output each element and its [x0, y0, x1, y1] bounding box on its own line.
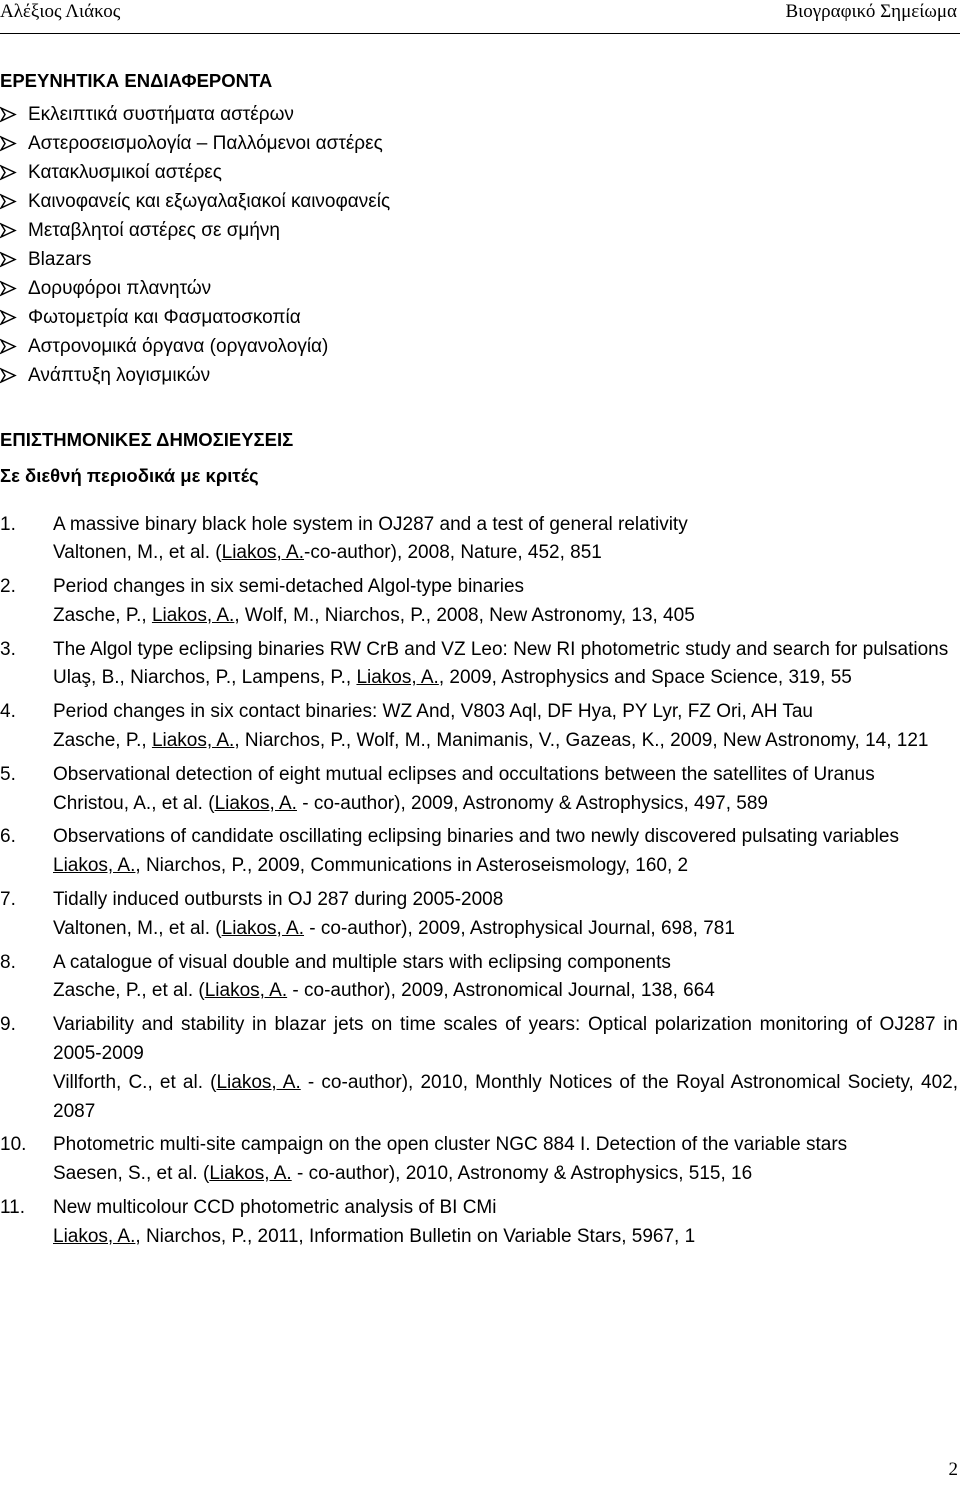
publication-authors	[53, 1069, 958, 1127]
publication-authors	[53, 664, 958, 693]
arrow-bullet-icon	[0, 280, 17, 297]
publication-number: 1.	[0, 513, 16, 535]
citation-text: Villforth, C., et al. (	[53, 1071, 217, 1093]
interest-label: Αστρονομικά όργανα (οργανολογία)	[28, 336, 329, 357]
citation-text: , Niarchos, P., Wolf, M., Manimanis, V., Gazeas, K., 2009, New Astronomy, 14, 121	[234, 730, 929, 752]
arrow-bullet-icon	[0, 135, 17, 152]
publication-authors	[53, 852, 958, 881]
publication-authors	[53, 602, 958, 631]
citation-text: , Niarchos, P., 2011, Information Bulletin on Variable Stars, 5967, 1	[135, 1225, 696, 1247]
citation-text: Valtonen, M., et al. (	[53, 542, 222, 564]
page-number: 2	[948, 1459, 958, 1480]
arrow-bullet-icon	[0, 367, 17, 384]
interest-item	[0, 158, 958, 187]
publication-item	[0, 1131, 958, 1189]
citation-text: Zasche, P., et al. (	[53, 980, 205, 1002]
interest-label: Αστεροσεισμολογία – Παλλόμενοι αστέρες	[28, 133, 383, 154]
citation-text: - co-author), 2009, Astrophysical Journal, 698, 781	[304, 917, 735, 939]
citation-text: Zasche, P.,	[53, 730, 152, 752]
publication-authors	[53, 915, 958, 944]
arrow-bullet-icon	[0, 193, 17, 210]
publication-number: 3.	[0, 638, 16, 660]
interest-label: Καινοφανείς και εξωγαλαξιακοί καινοφανείς	[28, 191, 391, 212]
publication-number: 10.	[0, 1134, 27, 1156]
citation-text: - co-author), 2009, Astronomical Journal, 138, 664	[287, 980, 715, 1002]
highlighted-author: Liakos, A.	[204, 980, 288, 1002]
interest-item	[0, 129, 958, 158]
interest-label: Δορυφόροι πλανητών	[28, 278, 212, 299]
publication-item	[0, 636, 958, 694]
interest-item	[0, 361, 958, 390]
interest-item	[0, 332, 958, 361]
highlighted-author: Liakos, A.	[151, 730, 235, 752]
arrow-bullet-icon	[0, 164, 17, 181]
publication-item	[0, 823, 958, 881]
publication-item	[0, 949, 958, 1007]
publication-number: 5.	[0, 763, 16, 785]
highlighted-author: Liakos, A.	[53, 855, 136, 877]
publication-title: Observations of candidate oscillating eclipsing binaries and two newly discovered pulsating variables	[53, 826, 899, 848]
citation-text: Saesen, S., et al. (	[53, 1163, 210, 1185]
highlighted-author: Liakos, A.	[151, 604, 235, 626]
arrow-bullet-icon	[0, 222, 17, 239]
publication-title: A catalogue of visual double and multiple stars with eclipsing components	[53, 951, 671, 973]
publication-authors	[53, 790, 958, 819]
publication-title: Period changes in six semi-detached Algol-type binaries	[53, 576, 525, 598]
publication-title: Tidally induced outbursts in OJ 287 during 2005-2008	[53, 889, 504, 911]
citation-text: Valtonen, M., et al. (	[53, 917, 222, 939]
arrow-bullet-icon	[0, 106, 17, 123]
interest-item	[0, 303, 958, 332]
header-divider	[0, 33, 960, 34]
publication-title: Period changes in six contact binaries: WZ And, V803 Aql, DF Hya, PY Lyr, FZ Ori, AH Tau	[53, 701, 813, 723]
publication-number: 7.	[0, 889, 16, 911]
publication-number: 9.	[0, 1014, 16, 1036]
publication-title: Photometric multi-site campaign on the open cluster NGC 884 I. Detection of the variable stars	[53, 1134, 848, 1156]
publication-authors	[53, 1160, 958, 1189]
research-interests-heading: ΕΡΕΥΝΗΤΙΚΑ ΕΝΔΙΑΦΕΡΟΝΤΑ	[0, 70, 273, 91]
interest-item	[0, 274, 958, 303]
interest-label: Μεταβλητοί αστέρες σε σμήνη	[28, 220, 281, 241]
highlighted-author: Liakos, A.	[209, 1163, 292, 1185]
publication-title: New multicolour CCD photometric analysis of BI CMi	[53, 1197, 497, 1219]
citation-text: , 2009, Astrophysics and Space Science, 319, 55	[438, 667, 852, 689]
highlighted-author: Liakos, A.	[214, 792, 297, 814]
interest-label: Φωτομετρία και Φασματοσκοπία	[28, 307, 301, 328]
publication-title: Observational detection of eight mutual eclipses and occultations between the satellites of Uranus	[53, 763, 875, 785]
interest-item	[0, 216, 958, 245]
publications-heading: ΕΠΙΣΤΗΜΟΝΙΚΕΣ ΔΗΜΟΣΙΕΥΣΕΙΣ	[0, 429, 294, 450]
refereed-journals-heading: Σε διεθνή περιοδικά με κριτές	[0, 465, 259, 486]
citation-text: , Niarchos, P., 2009, Communications in Asteroseismology, 160, 2	[135, 855, 689, 877]
header-document-title: Βιογραφικό Σημείωμα	[785, 1, 957, 22]
publication-authors	[53, 1223, 958, 1252]
publication-authors	[53, 977, 958, 1006]
publication-number: 11.	[0, 1197, 26, 1219]
highlighted-author: Liakos, A.	[221, 917, 305, 939]
publication-item	[0, 886, 958, 944]
citation-text: - co-author), 2010, Astronomy & Astrophysics, 515, 16	[291, 1163, 753, 1185]
arrow-bullet-icon	[0, 309, 17, 326]
publication-number: 6.	[0, 826, 16, 848]
arrow-bullet-icon	[0, 338, 17, 355]
research-interests-list	[0, 100, 958, 390]
publication-authors	[53, 727, 958, 756]
publication-number: 8.	[0, 951, 16, 973]
header-author-name: Αλέξιος Λιάκος	[0, 1, 121, 22]
citation-text: - co-author), 2010, Monthly Notices of the Royal Astronomical Society, 402, 2087	[53, 1071, 958, 1122]
publication-number: 2.	[0, 576, 16, 598]
interest-label: Εκλειπτικά συστήματα αστέρων	[28, 104, 294, 125]
interest-item	[0, 245, 958, 274]
highlighted-author: Liakos, A.	[356, 667, 439, 689]
citation-text: , Wolf, M., Niarchos, P., 2008, New Astronomy, 13, 405	[234, 604, 695, 626]
page-header	[0, 0, 960, 34]
citation-text: -co-author), 2008, Nature, 452, 851	[304, 542, 602, 564]
publication-item	[0, 511, 958, 569]
publication-number: 4.	[0, 701, 16, 723]
publication-title: The Algol type eclipsing binaries RW CrB and VZ Leo: New RI photometric study and search for pulsations	[53, 638, 949, 660]
publication-item	[0, 1011, 958, 1126]
citation-text: - co-author), 2009, Astronomy & Astrophysics, 497, 589	[296, 792, 768, 814]
arrow-bullet-icon	[0, 251, 17, 268]
page-content	[0, 70, 958, 1257]
interest-label: Κατακλυσμικοί αστέρες	[28, 162, 222, 183]
publication-title: Variability and stability in blazar jets on time scales of years: Optical polarization monitoring of OJ287 in 2005-2009	[53, 1014, 958, 1065]
interest-item	[0, 187, 958, 216]
publication-item	[0, 573, 958, 631]
publication-title: A massive binary black hole system in OJ287 and a test of general relativity	[53, 513, 688, 535]
citation-text: Ulaş, B., Niarchos, P., Lampens, P.,	[53, 667, 357, 689]
highlighted-author: Liakos, A.	[221, 542, 305, 564]
publication-item	[0, 1194, 958, 1252]
interest-label: Blazars	[28, 249, 92, 270]
publication-item	[0, 698, 958, 756]
citation-text: Zasche, P.,	[53, 604, 152, 626]
interest-label: Ανάπτυξη λογισμικών	[28, 365, 211, 386]
highlighted-author: Liakos, A.	[216, 1071, 301, 1093]
highlighted-author: Liakos, A.	[53, 1225, 136, 1247]
publication-item	[0, 761, 958, 819]
interest-item	[0, 100, 958, 129]
publications-list	[0, 511, 958, 1252]
publication-authors	[53, 539, 958, 568]
citation-text: Christou, A., et al. (	[53, 792, 215, 814]
